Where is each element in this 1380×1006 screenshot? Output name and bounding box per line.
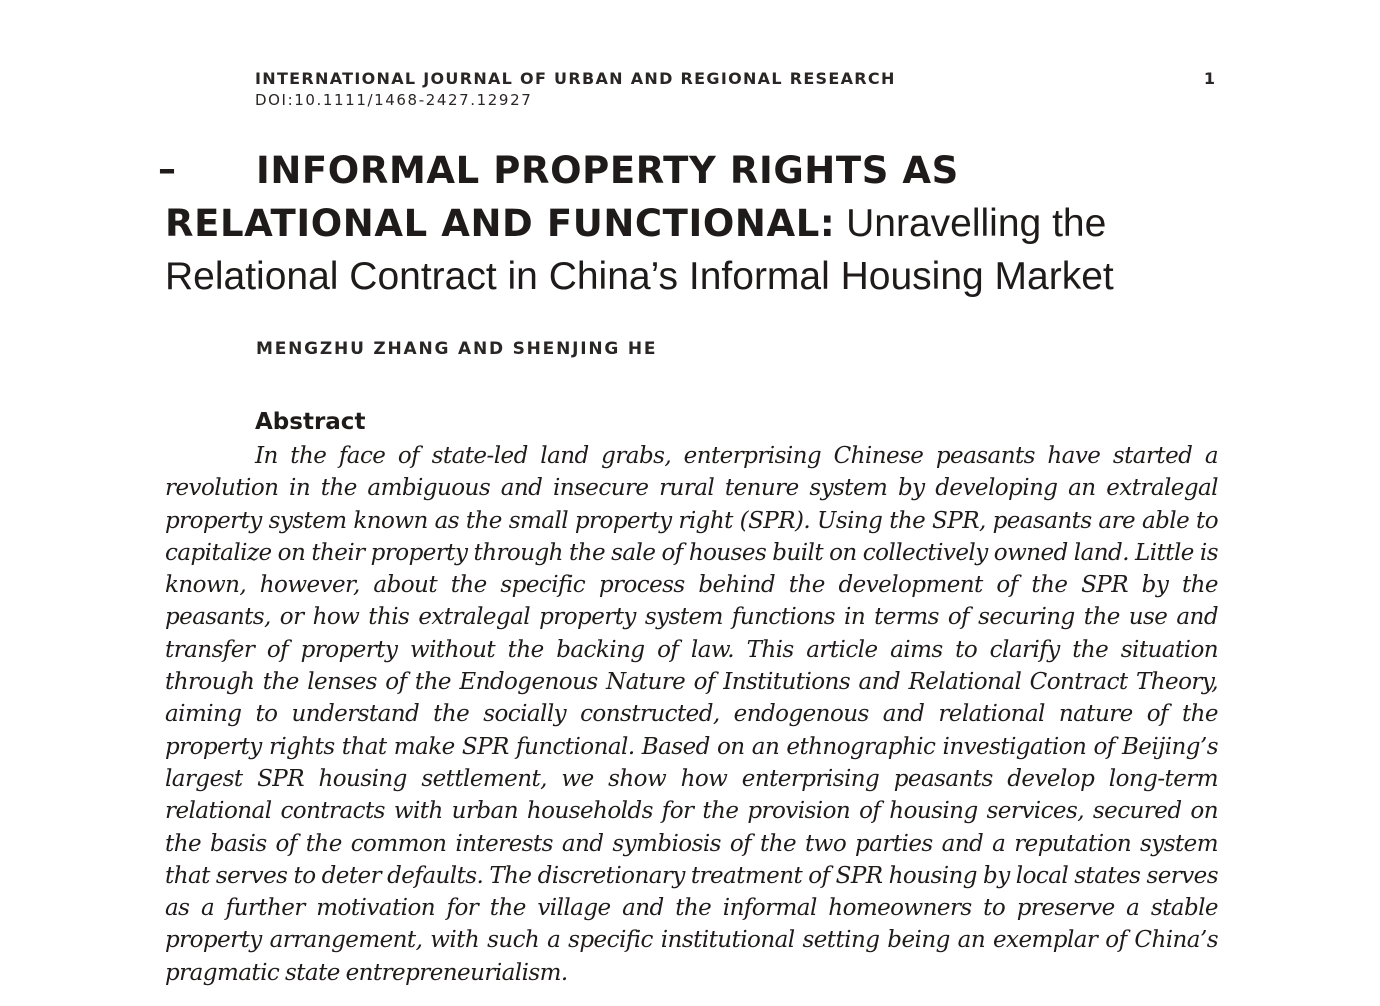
journal-header (255, 68, 1215, 110)
article-title (165, 144, 1225, 303)
page-number: 1 (1203, 69, 1215, 88)
journal-name: INTERNATIONAL JOURNAL OF URBAN AND REGIONAL RESEARCH (255, 69, 896, 88)
abstract-text: In the face of state-led land grabs, enterprising Chinese peasants have started a revolution in the ambiguous and insecure rural tenure system by developing an extralegal property system known as the small property right (SPR). Using the SPR, peasants are able to capitalize on their property through the sale of houses built on collectively owned land. Little is known, however, about the specific process behind the development of the SPR by the peasants, or how this extralegal property system functions in terms of securing the use and transfer of property without the backing of law. This article aims to clarify the situation through the lenses of the Endogenous Nature of Institutions and Relational Contract Theory, aiming to understand the socially constructed, endogenous and relational nature of the property rights that make SPR functional. Based on an ethnographic investigation of Beijing’s largest SPR housing settlement, we show how enterprising peasants develop long-term relational contracts with urban households for the provision of housing services, secured on the basis of the common interests and symbiosis of the two parties and a reputation system that serves to deter defaults. The discretionary treatment of SPR housing by local states serves as a further motivation for the village and the informal homeowners to preserve a stable property arrangement, with such a specific institutional setting being an exemplar of China’s pragmatic state entrepreneurialism. (165, 443, 1218, 986)
abstract-heading: Abstract (255, 409, 366, 435)
title-dash-mark: – (158, 149, 176, 190)
author-list: MENGZHU ZHANG AND SHENJING HE (256, 339, 658, 359)
article-title-bold: INFORMAL PROPERTY RIGHTS AS RELATIONAL AND FUNCTIONAL: (165, 149, 959, 245)
doi-link[interactable]: DOI:10.1111/1468-2427.12927 (255, 91, 533, 109)
article-subtitle: Unravelling the Relational Contract in China’s Informal Housing Market (165, 202, 1114, 298)
